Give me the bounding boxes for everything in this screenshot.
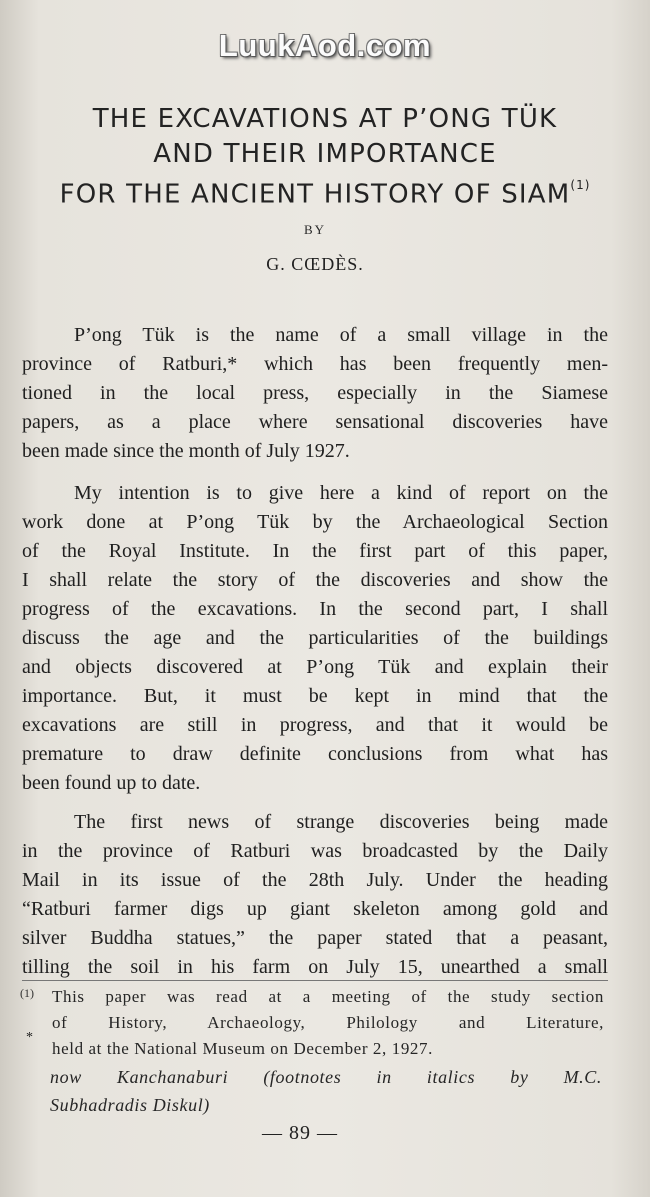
byline: BY xyxy=(303,222,327,237)
footnote-marker-2: * xyxy=(26,1030,33,1045)
article-title-line-3 xyxy=(0,172,650,213)
body-line: work done at P’ong Tük by the Archaeological Section xyxy=(22,511,608,533)
body-line: tilling the soil in his farm on July 15, unearthed a small xyxy=(22,956,608,978)
body-line: of the Royal Institute. In the first part of this paper, xyxy=(22,540,608,562)
body-line: importance. But, it must be kept in mind that the xyxy=(22,685,608,707)
body-line: and objects discovered at P’ong Tük and explain their xyxy=(22,656,608,678)
footnote-line: held at the National Museum on December 2, 1927. xyxy=(52,1039,433,1058)
footnote-line: of History, Archaeology, Philology and Literature, xyxy=(52,1013,604,1032)
article-title-line-1: THE EXCAVATIONS AT P’ONG TÜK xyxy=(92,104,558,134)
body-line: silver Buddha statues,” the paper stated that a peasant, xyxy=(22,927,608,949)
title-footnote-ref: (1) xyxy=(570,178,591,192)
footnote-line: This paper was read at a meeting of the study section xyxy=(52,987,604,1006)
body-line: The first news of strange discoveries being made xyxy=(74,811,608,833)
body-line: excavations are still in progress, and that it would be xyxy=(22,714,608,736)
body-line: premature to draw definite conclusions from what has xyxy=(22,743,608,765)
body-line: province of Ratburi,* which has been frequently men- xyxy=(22,353,608,375)
article-title-line-2: AND THEIR IMPORTANCE xyxy=(153,139,497,169)
body-line: I shall relate the story of the discoveries and show the xyxy=(22,569,608,591)
body-line: P’ong Tük is the name of a small village in the xyxy=(74,324,608,346)
body-line: tioned in the local press, especially in the Siamese xyxy=(22,382,608,404)
footnote-marker-1: (1) xyxy=(20,986,34,1000)
body-line: papers, as a place where sensational discoveries have xyxy=(22,411,608,433)
footnote-line: Subhadradis Diskul) xyxy=(50,1095,210,1115)
body-line: progress of the excavations. In the second part, I shall xyxy=(22,598,608,620)
body-line: been made since the month of July 1927. xyxy=(22,440,350,462)
author-name: G. CŒDÈS. xyxy=(266,254,364,274)
footnote-rule xyxy=(22,980,608,981)
footnote-line: now Kanchanaburi (footnotes in italics by M.C. xyxy=(50,1067,602,1087)
body-line: “Ratburi farmer digs up giant skeleton among gold and xyxy=(22,898,608,920)
body-line: Mail in its issue of the 28th July. Under the heading xyxy=(22,869,608,891)
body-line: My intention is to give here a kind of report on the xyxy=(74,482,608,504)
page-number: — 89 — xyxy=(262,1122,338,1144)
site-watermark: LuukAod.com xyxy=(218,28,432,63)
article-title-text: FOR THE ANCIENT HISTORY OF SIAM xyxy=(59,179,571,210)
body-line: been found up to date. xyxy=(22,772,201,794)
body-line: in the province of Ratburi was broadcasted by the Daily xyxy=(22,840,608,862)
body-line: discuss the age and the particularities of the buildings xyxy=(22,627,608,649)
